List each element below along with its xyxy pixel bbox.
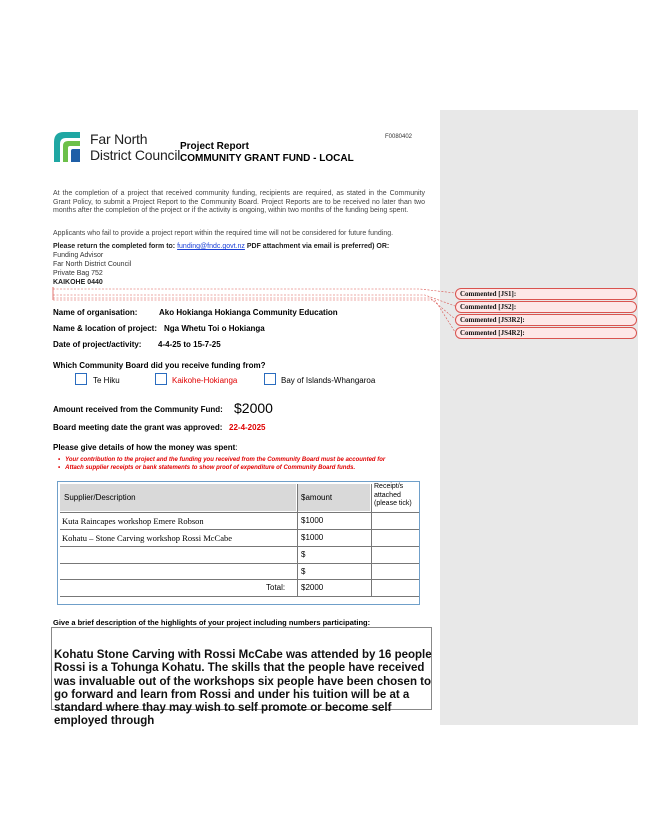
option-te-hiku: Te Hiku [93, 376, 120, 385]
failure-note: Applicants who fail to provide a project report within the required time will not be considered for future funding. [53, 230, 394, 237]
return-suffix: PDF attachment via email is preferred) OR: [244, 243, 390, 250]
date-label: Date of project/activity: [53, 340, 142, 349]
header-receipt-line1: Receipt/s [374, 483, 404, 490]
address-line-4: KAIKOHE 0440 [53, 279, 103, 286]
total-label: Total: [266, 583, 286, 592]
option-kaikohe-hokianga: Kaikohe-Hokianga [172, 376, 238, 385]
council-name-line1: Far North [90, 131, 148, 147]
meeting-label: Board meeting date the grant was approved: [53, 423, 223, 432]
checkbox-bay-of-islands[interactable] [264, 373, 276, 385]
highlights-textbox[interactable] [51, 627, 432, 728]
comment-js3r2[interactable]: Commented [JS3R2]: [455, 314, 637, 326]
header-receipt-line2: attached [374, 491, 401, 499]
row3-amount[interactable]: $ [301, 550, 306, 559]
row4-amount[interactable]: $ [301, 567, 306, 576]
location-value[interactable]: Nga Whetu Toi o Hokianga [164, 324, 265, 333]
header-receipt [374, 483, 412, 509]
expense-table [57, 481, 420, 605]
header-description: Supplier/Description [64, 493, 136, 502]
bullet-1-text: Your contribution to the project and the funding you received from the Community Board must be accounted for [65, 457, 386, 463]
option-bay-of-islands: Bay of Islands-Whangaroa [281, 376, 376, 385]
comment-js2[interactable]: Commented [JS2]: [455, 301, 637, 313]
intro-paragraph: At the completion of a project that received community funding, recipients are required, as stated in the Community Grant Policy, to submit a Project Report to the Community Board. Project Reports are to be received no later than two months after the completion of the project or if the activity is ongoing, within two months of the funding being spent. [53, 190, 425, 215]
council-name-line2: District Council [90, 147, 181, 163]
details-label-colon: : [235, 443, 238, 452]
details-label [53, 443, 238, 452]
bullet-1: • Your contribution to the project and the funding you received from the Community Board must be accounted for [58, 457, 386, 463]
row2-amount[interactable]: $1000 [301, 533, 324, 542]
amount-value[interactable]: $2000 [234, 400, 273, 416]
bullet-2-text: Attach supplier receipts or bank statements to show proof of expenditure of Community Board funds. [65, 465, 356, 471]
checkbox-kaikohe-hokianga[interactable] [155, 373, 167, 385]
board-question: Which Community Board did you receive funding from? [53, 361, 266, 370]
highlights-text: Kohatu Stone Carving with Rossi McCabe was attended by 16 people Rossi is a Tohunga Kohatu. The skills that the people have received was invaluable out of the workshops six people have been chosen to go forward and learn from Rossi and under his tuition will be at a standard where thay may wish to self promote or become self employed through [54, 649, 432, 728]
meeting-value[interactable]: 22-4-2025 [229, 423, 266, 432]
comment-js1[interactable]: Commented [JS1]: [455, 288, 637, 300]
bullet-2: • Attach supplier receipts or bank statements to show proof of expenditure of Community Board funds. [58, 465, 356, 471]
row1-description[interactable]: Kuta Raincapes workshop Emere Robson [62, 516, 204, 526]
total-value[interactable]: $2000 [301, 583, 324, 592]
header-amount: $amount [301, 493, 333, 502]
return-prefix: Please return the completed form to: [53, 243, 178, 250]
highlights-label: Give a brief description of the highlights of your project including numbers participating: [53, 618, 371, 627]
comment-js4r2[interactable]: Commented [JS4R2]: [455, 327, 637, 339]
details-label-text: Please give details of how the money was spent [53, 443, 236, 452]
address-line-2: Far North District Council [53, 261, 132, 268]
organisation-value[interactable]: Ako Hokianga Hokianga Community Education [159, 308, 338, 317]
amount-label: Amount received from the Community Fund: [53, 405, 223, 414]
checkbox-te-hiku[interactable] [75, 373, 87, 385]
funding-email-link[interactable]: funding@fndc.govt.nz [177, 243, 245, 250]
report-subtitle: COMMUNITY GRANT FUND - LOCAL [180, 153, 354, 164]
location-label: Name & location of project: [53, 324, 158, 333]
header-receipt-line3: (please tick) [374, 500, 412, 507]
row1-amount[interactable]: $1000 [301, 516, 324, 525]
form-code: F0080402 [385, 134, 413, 140]
organisation-label: Name of organisation: [53, 308, 138, 317]
row2-description[interactable]: Kohatu – Stone Carving workshop Rossi McCabe [62, 533, 232, 543]
address-line-3: Private Bag 752 [53, 270, 103, 277]
address-line-1: Funding Advisor [53, 252, 104, 259]
report-title: Project Report [180, 141, 249, 152]
date-value[interactable]: 4-4-25 to 15-7-25 [158, 340, 221, 349]
